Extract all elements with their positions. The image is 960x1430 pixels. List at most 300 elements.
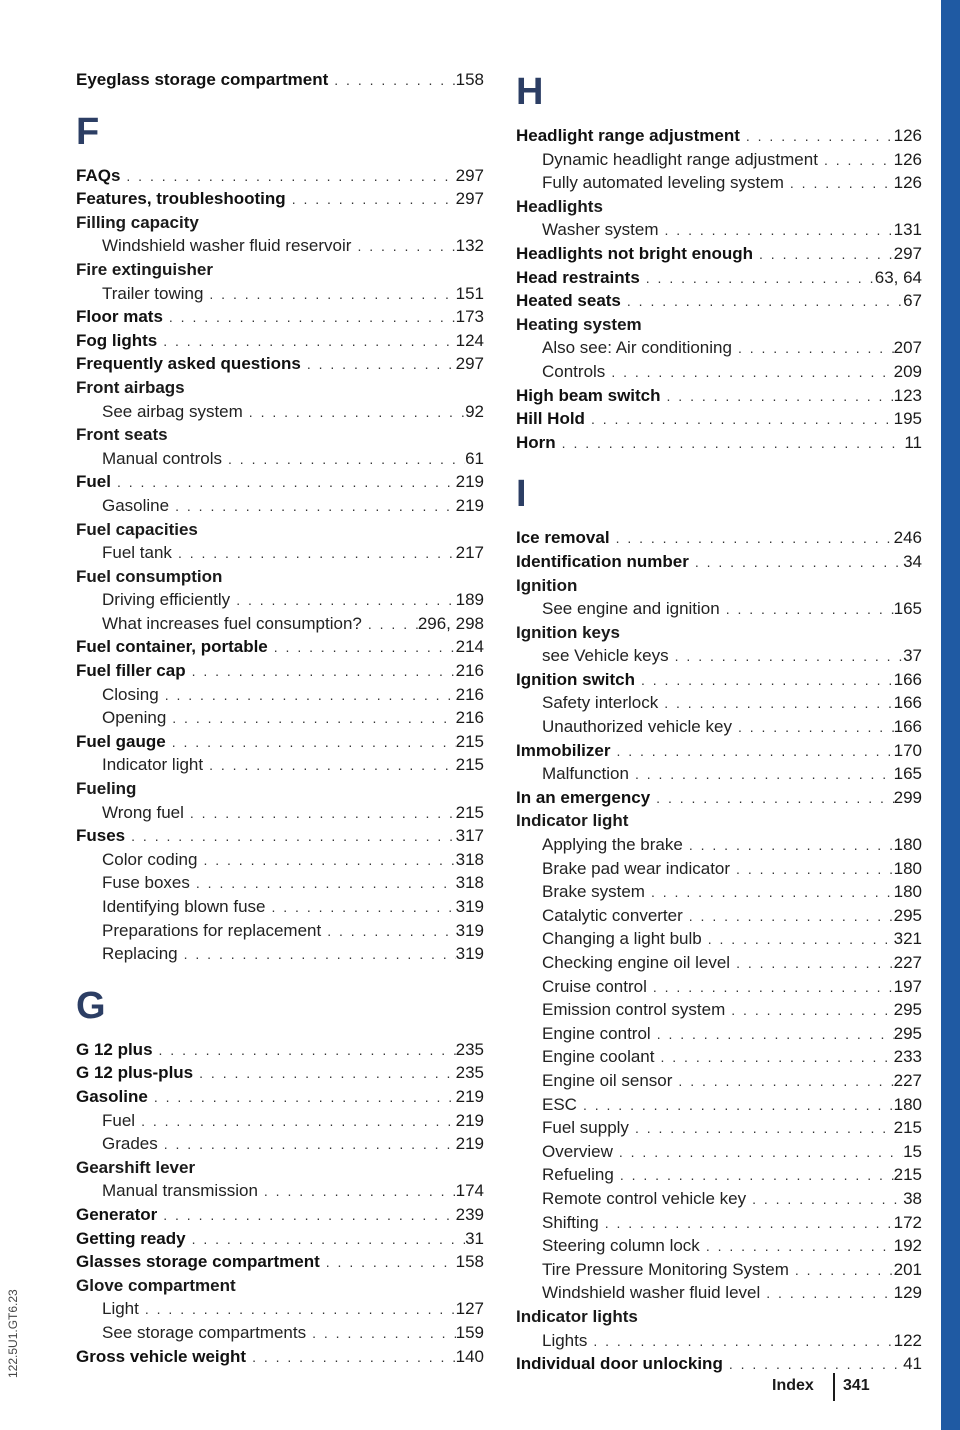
dot-leader (153, 1039, 456, 1063)
entry-page-ref[interactable]: 215 (455, 731, 484, 751)
entry-page-ref[interactable]: 227 (893, 1070, 922, 1090)
entry-term: Refueling (542, 1165, 614, 1185)
index-entry[interactable] (76, 1203, 484, 1227)
index-subentry[interactable] (516, 1116, 922, 1140)
index-entry[interactable] (516, 124, 922, 148)
entry-term: Immobilizer (516, 740, 611, 760)
entry-page-ref[interactable]: 246 (893, 528, 922, 548)
entry-page-ref[interactable]: 219 (455, 1110, 484, 1130)
entry-page-ref[interactable]: 123 (893, 385, 922, 405)
entry-term: Heating system (516, 314, 642, 334)
index-subentry[interactable] (516, 691, 922, 715)
dot-leader (740, 125, 894, 149)
entry-term: Closing (102, 684, 159, 704)
entry-page-ref[interactable]: 319 (455, 897, 484, 916)
entry-page-ref[interactable]: 295 (893, 1023, 922, 1043)
index-subentry[interactable] (516, 1022, 922, 1046)
dot-leader (700, 1235, 894, 1259)
entry-page-ref[interactable]: 227 (893, 953, 922, 972)
entry-page-ref[interactable]: 318 (455, 849, 484, 869)
entry-page-ref[interactable]: 215 (893, 1165, 922, 1185)
entry-term: Also see: Air conditioning (542, 338, 732, 358)
dot-leader (683, 905, 894, 929)
dot-leader (650, 787, 893, 811)
index-subentry[interactable] (516, 1234, 922, 1258)
entry-term: Applying the brake (542, 835, 683, 855)
index-subentry[interactable] (516, 975, 922, 999)
index-entry[interactable] (516, 266, 922, 290)
index-subentry[interactable] (76, 494, 484, 518)
entry-term: Identifying blown fuse (102, 897, 266, 916)
dot-leader (683, 834, 894, 858)
entry-page-ref[interactable]: 217 (455, 543, 484, 563)
index-subentry[interactable] (76, 942, 484, 966)
index-subentry[interactable] (516, 1140, 922, 1164)
index-section-letter: H (516, 71, 544, 113)
entry-term: Ignition switch (516, 669, 635, 689)
index-entry[interactable] (76, 258, 484, 282)
dot-leader (658, 692, 893, 716)
dot-leader (186, 1228, 465, 1252)
index-subentry[interactable] (516, 1187, 922, 1211)
index-entry[interactable] (516, 550, 922, 574)
dot-leader (647, 976, 894, 1000)
index-subentry[interactable] (516, 1069, 922, 1093)
index-entry[interactable] (516, 195, 922, 219)
dot-leader (818, 149, 894, 173)
index-entry[interactable] (76, 659, 484, 683)
dot-leader (320, 1251, 456, 1275)
entry-page-ref[interactable]: 215 (455, 755, 484, 775)
dot-leader (730, 858, 894, 882)
entry-page-ref[interactable]: 129 (893, 1283, 922, 1303)
entry-term: Color coding (102, 849, 198, 869)
dot-leader (732, 716, 894, 740)
index-entry[interactable] (76, 164, 484, 188)
entry-page-ref[interactable]: 219 (455, 472, 484, 492)
dot-leader (169, 495, 456, 519)
entry-page-ref[interactable]: 126 (893, 126, 922, 145)
index-subentry[interactable] (516, 171, 922, 195)
dot-leader (166, 731, 456, 755)
entry-page-ref[interactable]: 122 (893, 1330, 922, 1350)
index-subentry[interactable] (516, 148, 922, 172)
index-entry[interactable] (76, 1250, 484, 1274)
entry-page-ref[interactable]: 319 (455, 920, 484, 940)
entry-page-ref[interactable]: 38 (903, 1188, 922, 1208)
index-subentry[interactable] (76, 282, 484, 306)
dot-leader (610, 740, 893, 764)
dot-leader (166, 707, 455, 731)
index-subentry[interactable] (516, 762, 922, 786)
dot-leader (635, 669, 894, 693)
entry-page-ref[interactable]: 216 (455, 708, 484, 728)
entry-page-ref[interactable]: 127 (455, 1299, 484, 1319)
index-subentry[interactable] (76, 447, 484, 471)
entry-page-ref[interactable]: 132 (455, 236, 484, 256)
entry-page-ref[interactable]: 219 (455, 1134, 484, 1154)
index-subentry[interactable] (516, 360, 922, 384)
entry-page-ref[interactable]: 180 (893, 882, 922, 902)
entry-term: Headlight range adjustment (516, 126, 740, 145)
index-subentry[interactable] (76, 871, 484, 895)
entry-term: Tire Pressure Monitoring System (542, 1259, 789, 1279)
index-subentry[interactable] (516, 218, 922, 242)
index-subentry[interactable] (76, 706, 484, 730)
entry-page-ref[interactable]: 207 (893, 338, 922, 358)
entry-page-ref[interactable]: 295 (893, 1000, 922, 1020)
entry-page-ref[interactable]: 11 (904, 432, 922, 452)
index-subentry[interactable] (516, 1281, 922, 1305)
index-entry[interactable] (516, 526, 922, 550)
entry-term: Ice removal (516, 528, 610, 548)
entry-page-ref[interactable]: 235 (455, 1063, 484, 1083)
dot-leader (184, 802, 456, 826)
index-subentry[interactable] (516, 1211, 922, 1235)
entry-term: Generator (76, 1204, 158, 1224)
entry-page-ref[interactable]: 124 (455, 330, 484, 350)
index-section-letter: F (76, 110, 100, 153)
entry-page-ref[interactable]: 159 (455, 1322, 484, 1342)
index-subentry[interactable] (76, 588, 484, 612)
entry-page-ref[interactable]: 219 (455, 1086, 484, 1106)
index-entry[interactable] (76, 1085, 484, 1109)
index-entry[interactable] (76, 423, 484, 447)
entry-page-ref[interactable]: 189 (455, 590, 484, 610)
entry-term: Brake system (542, 882, 645, 902)
dot-leader (230, 589, 455, 613)
entry-page-ref[interactable]: 219 (455, 495, 484, 515)
index-entry[interactable] (76, 565, 484, 589)
entry-term: Fire extinguisher (76, 259, 213, 279)
dot-leader (157, 330, 455, 354)
index-column-left (76, 68, 484, 1368)
dot-leader (702, 928, 894, 952)
index-subentry[interactable] (76, 1132, 484, 1156)
entry-page-ref[interactable]: 216 (455, 684, 484, 704)
index-entry[interactable] (516, 739, 922, 763)
index-subentry[interactable] (516, 951, 922, 975)
index-subentry[interactable] (516, 833, 922, 857)
entry-term: Grades (102, 1134, 158, 1154)
entry-page-ref[interactable]: 165 (893, 599, 922, 619)
dot-leader (605, 361, 893, 385)
entry-term: Overview (542, 1141, 613, 1161)
index-entry[interactable] (516, 431, 922, 455)
entry-page-ref[interactable]: 37 (903, 646, 922, 666)
entry-term: Fuel supply (542, 1118, 629, 1138)
entry-page-ref[interactable]: 172 (893, 1212, 922, 1232)
entry-term: Malfunction (542, 764, 629, 784)
index-subentry[interactable] (76, 753, 484, 777)
index-entry[interactable] (76, 211, 484, 235)
dot-leader (760, 1282, 893, 1306)
entry-term: Manual transmission (102, 1181, 258, 1201)
entry-page-ref[interactable]: 209 (893, 361, 922, 381)
index-subentry[interactable] (516, 1329, 922, 1353)
dot-leader (159, 684, 456, 708)
index-subentry[interactable] (76, 541, 484, 565)
entry-page-ref[interactable]: 296, 298 (417, 613, 484, 633)
entry-term: Headlights (516, 196, 603, 216)
index-subentry[interactable] (516, 927, 922, 951)
entry-page-ref[interactable]: 173 (455, 307, 484, 327)
index-entry[interactable] (516, 786, 922, 810)
entry-term: Emission control system (542, 1000, 726, 1020)
entry-page-ref[interactable]: 215 (455, 802, 484, 822)
entry-page-ref[interactable]: 126 (893, 149, 922, 169)
entry-term: Washer system (542, 220, 659, 240)
entry-term: Filling capacity (76, 212, 199, 232)
entry-term: Controls (542, 361, 606, 381)
entry-term: Remote control vehicle key (542, 1188, 747, 1208)
dot-leader (599, 1212, 894, 1236)
entry-term: ESC (542, 1094, 577, 1114)
entry-term: Fuel tank (102, 543, 172, 563)
entry-page-ref[interactable]: 165 (893, 764, 922, 784)
entry-term: Fuel (102, 1110, 136, 1130)
dot-leader (784, 172, 894, 196)
index-subentry[interactable] (516, 597, 922, 621)
index-entry[interactable] (516, 668, 922, 692)
entry-term: Light (102, 1299, 139, 1319)
dot-leader (587, 1330, 893, 1354)
entry-term: Eyeglass storage compartment (76, 70, 329, 89)
index-subentry[interactable] (516, 998, 922, 1022)
entry-term: See airbag system (102, 401, 243, 421)
entry-term: Individual door unlocking (516, 1354, 723, 1374)
index-subentry[interactable] (516, 857, 922, 881)
dot-leader (135, 1110, 456, 1134)
entry-term: Fuel (76, 472, 111, 492)
entry-term: See storage compartments (102, 1322, 307, 1342)
dot-leader (243, 401, 465, 425)
entry-page-ref[interactable]: 126 (893, 173, 922, 193)
index-subentry[interactable] (76, 801, 484, 825)
entry-page-ref[interactable]: 297 (455, 354, 484, 374)
dot-leader (661, 385, 894, 409)
entry-page-ref[interactable]: 215 (893, 1118, 922, 1138)
index-entry[interactable] (76, 68, 484, 92)
entry-term: Headlights not bright enough (516, 243, 754, 263)
entry-page-ref[interactable]: 317 (455, 826, 484, 846)
dot-leader (654, 1046, 893, 1070)
entry-page-ref[interactable]: 92 (465, 401, 484, 421)
entry-term: Front seats (76, 425, 168, 445)
index-entry[interactable] (516, 1305, 922, 1329)
index-entry[interactable] (76, 1156, 484, 1180)
entry-page-ref[interactable]: 166 (893, 717, 922, 737)
index-column-right (516, 68, 922, 1376)
dot-leader (613, 1141, 903, 1165)
entry-term: High beam switch (516, 385, 661, 405)
dot-leader (629, 763, 894, 787)
index-subentry[interactable] (516, 880, 922, 904)
entry-page-ref[interactable]: 61 (465, 448, 484, 468)
entry-page-ref[interactable]: 216 (455, 661, 484, 681)
entry-page-ref[interactable]: 297 (455, 189, 484, 209)
index-entry[interactable] (76, 824, 484, 848)
index-entry[interactable] (76, 1345, 484, 1369)
entry-page-ref[interactable]: 166 (893, 693, 922, 713)
index-subentry[interactable] (76, 919, 484, 943)
index-entry[interactable] (516, 313, 922, 337)
dot-leader (163, 306, 456, 330)
index-entry[interactable] (76, 730, 484, 754)
entry-term: Fuel container, portable (76, 637, 268, 657)
index-subentry[interactable] (76, 1179, 484, 1203)
index-entry[interactable] (516, 621, 922, 645)
dot-leader (362, 613, 418, 637)
index-subentry[interactable] (516, 1045, 922, 1069)
dot-leader (222, 448, 465, 472)
dot-leader (351, 235, 455, 259)
entry-page-ref[interactable]: 235 (455, 1039, 484, 1059)
index-entry[interactable] (76, 470, 484, 494)
entry-page-ref[interactable]: 297 (893, 243, 922, 263)
index-entry[interactable] (76, 376, 484, 400)
entry-page-ref[interactable]: 67 (903, 291, 922, 311)
index-subentry[interactable] (76, 895, 484, 919)
index-entry[interactable] (516, 289, 922, 313)
entry-page-ref[interactable]: 158 (455, 70, 484, 89)
entry-page-ref[interactable]: 214 (455, 637, 484, 657)
entry-page-ref[interactable]: 233 (893, 1047, 922, 1067)
dot-leader (148, 1086, 456, 1110)
entry-page-ref[interactable]: 299 (893, 787, 922, 807)
index-entry[interactable] (76, 1061, 484, 1085)
entry-page-ref[interactable]: 321 (893, 929, 922, 949)
entry-page-ref[interactable]: 158 (455, 1252, 484, 1272)
entry-term: In an emergency (516, 787, 651, 807)
index-subentry[interactable] (76, 1297, 484, 1321)
entry-page-ref[interactable]: 166 (893, 669, 922, 689)
entry-page-ref[interactable]: 170 (893, 740, 922, 760)
entry-page-ref[interactable]: 140 (455, 1346, 484, 1366)
entry-term: Steering column lock (542, 1236, 700, 1256)
index-entry[interactable] (76, 305, 484, 329)
index-subentry[interactable] (76, 1109, 484, 1133)
index-entry[interactable] (76, 1227, 484, 1251)
dot-leader (197, 849, 455, 873)
entry-page-ref[interactable]: 197 (893, 976, 922, 996)
entry-term: Gasoline (76, 1086, 148, 1106)
entry-page-ref[interactable]: 63, 64 (874, 267, 922, 287)
entry-page-ref[interactable]: 41 (903, 1354, 922, 1374)
index-entry[interactable] (76, 329, 484, 353)
index-entry[interactable] (516, 242, 922, 266)
entry-term: Identification number (516, 551, 689, 571)
dot-leader (193, 1062, 455, 1086)
entry-term: Brake pad wear indicator (542, 858, 731, 878)
entry-term: Engine coolant (542, 1047, 655, 1067)
page-number: 341 (843, 1377, 870, 1394)
entry-term: Features, troubleshooting (76, 189, 286, 209)
entry-term: Fuses (76, 826, 126, 846)
index-subentry[interactable] (76, 234, 484, 258)
dot-leader (621, 290, 903, 314)
entry-page-ref[interactable]: 180 (893, 835, 922, 855)
entry-page-ref[interactable]: 34 (903, 551, 922, 571)
index-entry[interactable] (76, 352, 484, 376)
entry-term: Head restraints (516, 267, 640, 287)
dot-leader (268, 636, 456, 660)
entry-term: Fuel capacities (76, 519, 198, 539)
entry-page-ref[interactable]: 195 (893, 409, 922, 429)
dot-leader (203, 283, 455, 307)
index-subentry[interactable] (516, 904, 922, 928)
index-subentry[interactable] (516, 1258, 922, 1282)
index-entry[interactable] (516, 407, 922, 431)
index-subentry[interactable] (76, 612, 484, 636)
entry-page-ref[interactable]: 318 (455, 873, 484, 893)
index-entry[interactable] (76, 777, 484, 801)
entry-term: Fuse boxes (102, 873, 190, 893)
index-subentry[interactable] (76, 400, 484, 424)
entry-term: Gross vehicle weight (76, 1346, 247, 1366)
index-subentry[interactable] (516, 644, 922, 668)
entry-page-ref[interactable]: 192 (893, 1236, 922, 1256)
entry-term: Fuel filler cap (76, 661, 186, 681)
entry-page-ref[interactable]: 174 (455, 1181, 484, 1201)
entry-page-ref[interactable]: 180 (893, 858, 922, 878)
entry-page-ref[interactable]: 295 (893, 905, 922, 925)
index-subentry[interactable] (516, 715, 922, 739)
entry-page-ref[interactable]: 31 (465, 1228, 484, 1248)
index-entry[interactable] (76, 518, 484, 542)
footer-section-label: Index (772, 1377, 814, 1394)
dot-leader (585, 408, 894, 432)
index-subentry[interactable] (516, 1163, 922, 1187)
index-entry[interactable] (516, 809, 922, 833)
entry-term: What increases fuel consumption? (102, 613, 362, 633)
entry-page-ref[interactable]: 180 (893, 1094, 922, 1114)
dot-leader (732, 337, 894, 361)
index-subentry[interactable] (516, 1093, 922, 1117)
index-entry[interactable] (76, 1038, 484, 1062)
entry-page-ref[interactable]: 297 (455, 165, 484, 185)
entry-page-ref[interactable]: 151 (455, 283, 484, 303)
entry-page-ref[interactable]: 319 (455, 944, 484, 964)
index-entry[interactable] (76, 635, 484, 659)
entry-page-ref[interactable]: 201 (893, 1259, 922, 1279)
entry-page-ref[interactable]: 15 (903, 1141, 922, 1161)
index-entry[interactable] (516, 1352, 922, 1376)
index-subentry[interactable] (516, 336, 922, 360)
dot-leader (158, 1133, 456, 1157)
index-entry[interactable] (76, 1274, 484, 1298)
index-entry[interactable] (76, 187, 484, 211)
dot-leader (730, 952, 894, 976)
entry-page-ref[interactable]: 131 (893, 220, 922, 240)
entry-page-ref[interactable]: 239 (455, 1204, 484, 1224)
entry-term: Trailer towing (102, 283, 204, 303)
entry-term: Floor mats (76, 307, 163, 327)
dot-leader (659, 219, 894, 243)
index-subentry[interactable] (76, 683, 484, 707)
entry-term: Gearshift lever (76, 1157, 196, 1177)
entry-term: G 12 plus (76, 1039, 153, 1059)
index-entry[interactable] (516, 384, 922, 408)
entry-term: Fuel gauge (76, 731, 166, 751)
dot-leader (556, 432, 905, 456)
index-subentry[interactable] (76, 1321, 484, 1345)
dot-leader (246, 1346, 456, 1370)
dot-leader (186, 660, 456, 684)
index-subentry[interactable] (76, 848, 484, 872)
index-entry[interactable] (516, 574, 922, 598)
chapter-side-tab (941, 0, 960, 1430)
